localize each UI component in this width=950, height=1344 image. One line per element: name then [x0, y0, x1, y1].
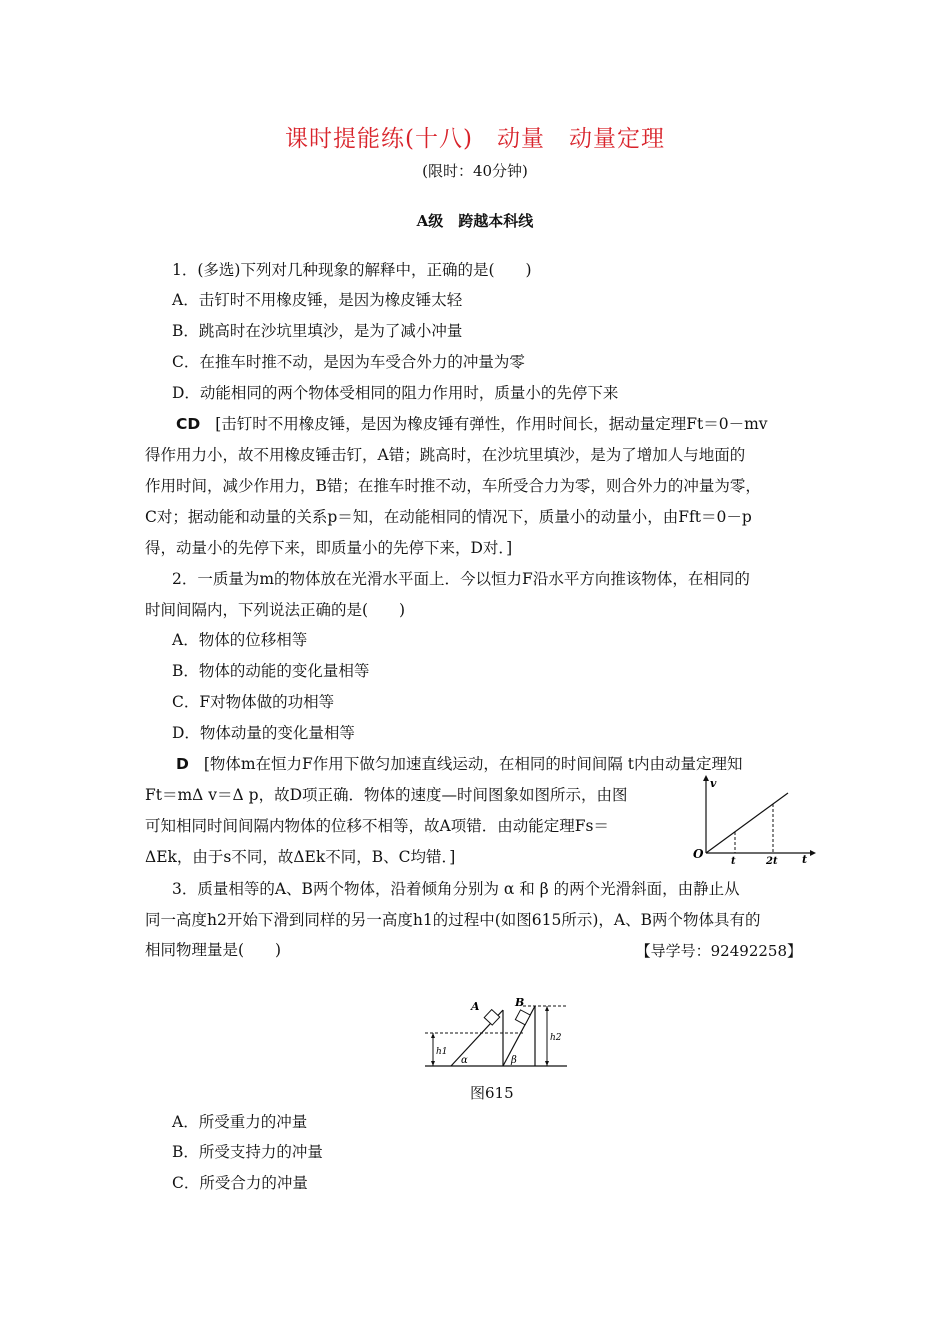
page-title: 课时提能练(十八) 动量 动量定理 — [285, 126, 665, 152]
x-axis-label: t — [802, 853, 808, 866]
label-alpha: α — [461, 1055, 468, 1066]
q2-explanation-3: 可知相同时间间隔内物体的位移不相等，故A项错．由动能定理Fs＝ — [145, 817, 609, 835]
h2-arrow-bottom — [545, 1061, 549, 1066]
q2-explanation-2: Ft＝mΔ v＝Δ p，故D项正确．物体的速度—时间图象如图所示，由图 — [145, 786, 628, 804]
question-3-stem-3: 相同物理量是( ) — [145, 941, 282, 959]
q1-explanation-2: 得作用力小，故不用橡皮锤击钉，A错；跳高时，在沙坑里填沙，是为了增加人与地面的 — [145, 446, 746, 464]
q1-explanation-5: 得，动量小的先停下来，即质量小的先停下来，D对．] — [145, 539, 513, 557]
q3-option-b: B．所受支持力的冲量 — [172, 1143, 323, 1161]
y-axis-arrow — [703, 775, 709, 781]
q2-option-a: A．物体的位移相等 — [172, 631, 308, 649]
h1-arrow-top — [431, 1033, 435, 1038]
y-axis-label: v — [710, 777, 717, 790]
q2-option-b: B．物体的动能的变化量相等 — [172, 662, 370, 680]
q1-explanation-1: [击钉时不用橡皮锤，是因为橡皮锤有弹性，作用时间长，据动量定理Ft＝0－mv — [215, 415, 768, 433]
question-3-stem-2: 同一高度h2开始下滑到同样的另一高度h1的过程中(如图615所示)，A、B两个物体具有的 — [145, 911, 761, 929]
guide-number: 【导学号：92492258】 — [635, 942, 802, 960]
label-b: B — [515, 996, 525, 1009]
time-limit: (限时：40分钟) — [422, 162, 528, 180]
question-3-stem-1: 3．质量相等的A、B两个物体，沿着倾角分别为 α 和 β 的两个光滑斜面，由静止从 — [172, 880, 740, 898]
velocity-line — [706, 793, 788, 853]
q1-answer-label: CD — [176, 415, 201, 433]
q2-explanation-4: ΔEk，由于s不同，故ΔEk不同，B、C均错．] — [145, 848, 456, 866]
q1-answer-line — [176, 414, 768, 434]
q1-option-c: C．在推车时推不动，是因为车受合外力的冲量为零 — [172, 353, 525, 371]
q2-answer-label: D — [176, 755, 189, 773]
label-beta: β — [511, 1055, 517, 1066]
q2-option-d: D．物体动量的变化量相等 — [172, 724, 355, 742]
label-h2: h2 — [550, 1033, 562, 1043]
h1-arrow-bottom — [431, 1061, 435, 1066]
question-2-stem-2: 时间间隔内，下列说法正确的是( ) — [145, 601, 406, 619]
block-b — [515, 1010, 530, 1025]
incline-figure — [423, 996, 573, 1071]
q1-option-a: A．击钉时不用橡皮锤，是因为橡皮锤太轻 — [172, 291, 463, 309]
figure-caption: 图615 — [470, 1084, 514, 1102]
question-2-stem-1: 2．一质量为m的物体放在光滑水平面上．今以恒力F沿水平方向推该物体，在相同的 — [172, 570, 750, 588]
q1-explanation-3: 作用时间，减少作用力，B错；在推车时推不动，车所受合力为零，则合外力的冲量为零， — [145, 477, 761, 495]
block-a — [484, 1010, 500, 1026]
q1-option-d: D．动能相同的两个物体受相同的阻力作用时，质量小的先停下来 — [172, 384, 619, 402]
label-h1: h1 — [436, 1047, 448, 1057]
x-axis-arrow — [810, 850, 816, 856]
section-heading: A级 跨越本科线 — [416, 212, 534, 230]
q3-option-a: A．所受重力的冲量 — [172, 1113, 308, 1131]
question-1-stem: 1．(多选)下列对几种现象的解释中，正确的是( ) — [172, 261, 532, 279]
q3-option-c: C．所受合力的冲量 — [172, 1174, 308, 1192]
q2-explanation-1: [物体m在恒力F作用下做匀加速直线运动，在相同的时间间隔 t内由动量定理知 — [203, 755, 743, 773]
tick-2t-label: 2t — [766, 856, 778, 867]
q1-explanation-4: C对；据动能和动量的关系p＝知，在动能相同的情况下，质量小的动量小，由Fft＝0－p — [145, 508, 752, 526]
tick-t-label: t — [731, 856, 736, 867]
origin-label: O — [693, 847, 704, 861]
q2-option-c: C．F对物体做的功相等 — [172, 693, 335, 711]
q1-option-b: B．跳高时在沙坑里填沙，是为了减小冲量 — [172, 322, 463, 340]
velocity-time-graph — [690, 775, 815, 865]
q2-answer-line — [176, 754, 742, 774]
label-a: A — [471, 1000, 480, 1013]
h2-arrow-top — [545, 1006, 549, 1011]
